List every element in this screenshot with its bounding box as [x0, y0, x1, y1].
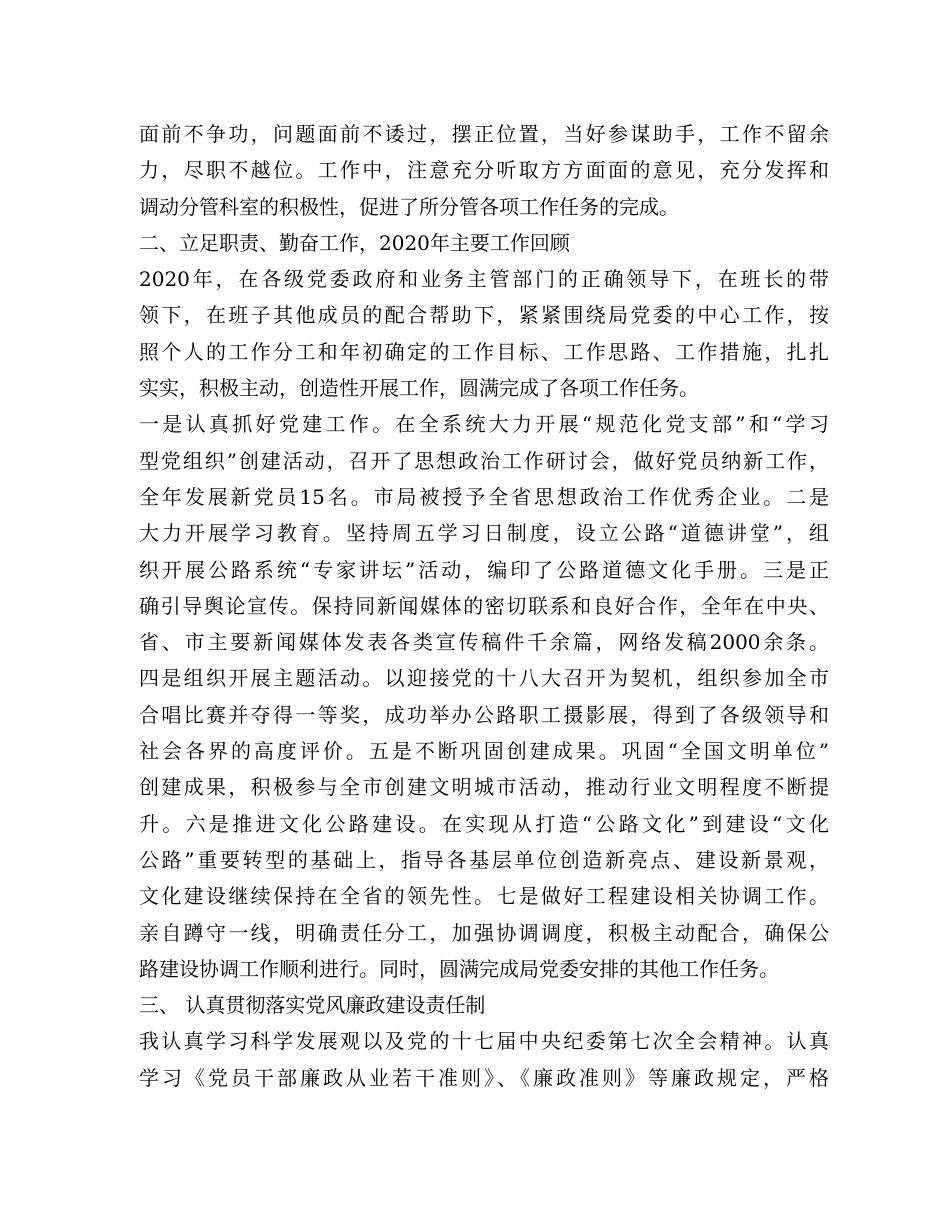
text-line: 合唱比赛并夺得一等奖，成功举办公路职工摄影展，得到了各级领导和 — [139, 702, 829, 727]
text-line: 省、市主要新闻媒体发表各类宣传稿件千余篇，网络发稿2000余条。 — [139, 630, 829, 655]
text-line: 文化建设继续保持在全省的领先性。七是做好工程建设相关协调工作。 — [139, 884, 829, 909]
text-line: 学习《党员干部廉政从业若干准则》、《廉政准则》等廉政规定，严格 — [139, 1065, 829, 1090]
text-line: 四是组织开展主题活动。以迎接党的十八大召开为契机，组织参加全市 — [139, 666, 829, 691]
text-line: 亲自蹲守一线，明确责任分工，加强协调调度，积极主动配合，确保公 — [139, 920, 829, 945]
text-line: 领下，在班子其他成员的配合帮助下，紧紧围绕局党委的中心工作，按 — [139, 303, 829, 328]
text-line: 公路”重要转型的基础上，指导各基层单位创造新亮点、建设新景观， — [139, 847, 829, 872]
section-heading: 三、 认真贯彻落实党风廉政建设责任制 — [139, 993, 486, 1018]
text-line: 力，尽职不越位。工作中，注意充分听取方方面面的意见，充分发挥和 — [139, 158, 829, 183]
text-line: 照个人的工作分工和年初确定的工作目标、工作思路、工作措施，扎扎 — [139, 339, 829, 364]
text-line: 升。六是推进文化公路建设。在实现从打造“公路文化”到建设“文化 — [139, 811, 829, 836]
text-line: 社会各界的高度评价。五是不断巩固创建成果。巩固“全国文明单位” — [139, 739, 829, 764]
text-line: 2020年，在各级党委政府和业务主管部门的正确领导下，在班长的带 — [139, 267, 829, 292]
text-line: 织开展公路系统“专家讲坛”活动，编印了公路道德文化手册。三是正 — [139, 557, 829, 582]
text-line: 型党组织”创建活动，召开了思想政治工作研讨会，做好党员纳新工作， — [139, 448, 829, 473]
text-line: 大力开展学习教育。坚持周五学习日制度，设立公路“道德讲堂”，组 — [139, 521, 829, 546]
text-line: 一是认真抓好党建工作。在全系统大力开展“规范化党支部”和“学习 — [139, 412, 829, 437]
text-line: 路建设协调工作顺利进行。同时，圆满完成局党委安排的其他工作任务。 — [139, 956, 779, 981]
text-line: 全年发展新党员15名。市局被授予全省思想政治工作优秀企业。二是 — [139, 484, 829, 509]
text-line: 面前不争功，问题面前不诿过，摆正位置，当好参谋助手，工作不留余 — [139, 122, 829, 146]
text-line: 调动分管科室的积极性，促进了所分管各项工作任务的完成。 — [139, 194, 679, 219]
text-line: 确引导舆论宣传。保持同新闻媒体的密切联系和良好合作，全年在中央、 — [139, 593, 829, 618]
text-line: 我认真学习科学发展观以及党的十七届中央纪委第七次全会精神。认真 — [139, 1029, 829, 1054]
document-body — [139, 116, 829, 1096]
text-line: 创建成果，积极参与全市创建文明城市活动，推动行业文明程度不断提 — [139, 775, 829, 800]
section-heading: 二、立足职责、勤奋工作，2020年主要工作回顾 — [139, 230, 570, 255]
text-line: 实实，积极主动，创造性开展工作，圆满完成了各项工作任务。 — [139, 376, 699, 401]
